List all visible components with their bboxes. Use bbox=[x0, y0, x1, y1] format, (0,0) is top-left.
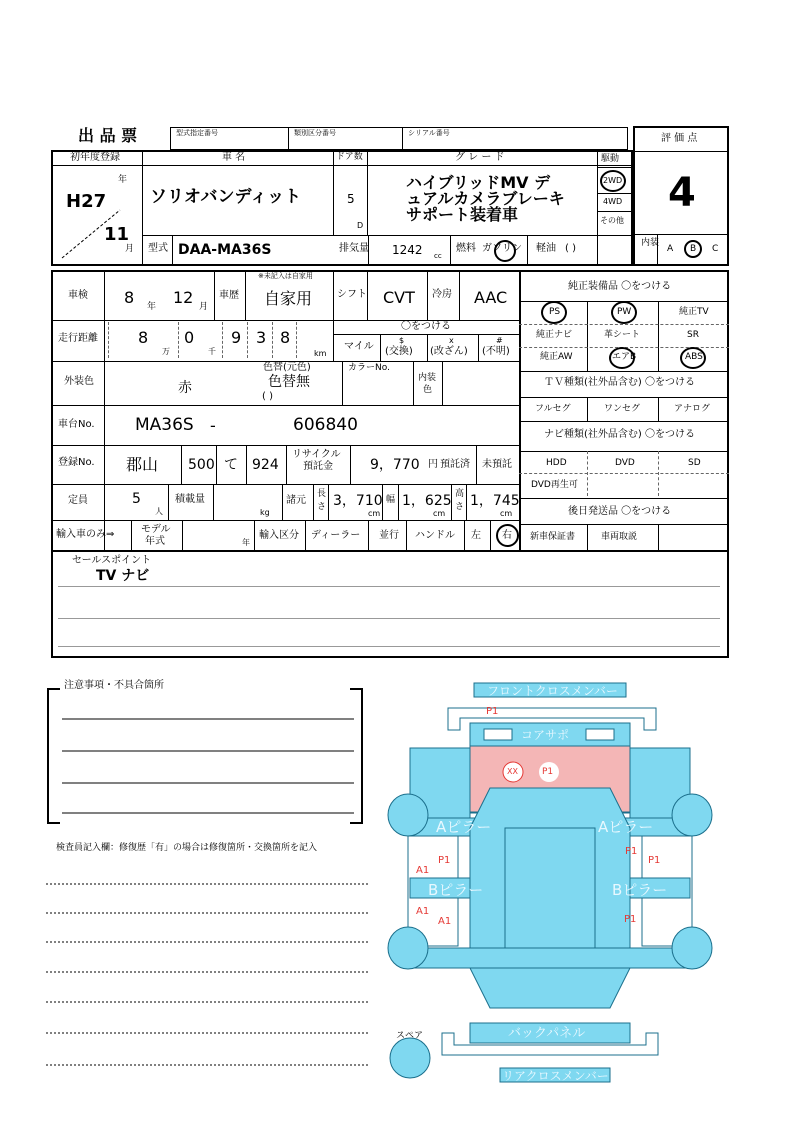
caution-label: 注意事項・不具合箇所 bbox=[64, 680, 164, 691]
mileage-unknown: (不明) bbox=[482, 346, 510, 357]
model-label: 型式 bbox=[148, 243, 168, 254]
tv-title: ＴＶ種類(社外品含む) 〇をつける bbox=[544, 377, 695, 388]
aircon-value: AAC bbox=[474, 288, 508, 307]
later-manual: 車両取説 bbox=[601, 532, 638, 542]
mark-core-xx: XX bbox=[507, 767, 518, 776]
mileage-tamper: (改ざん) bbox=[430, 346, 468, 357]
score-label: 評 価 点 bbox=[661, 133, 698, 144]
back-panel-label: バックパネル bbox=[508, 1026, 586, 1041]
mark-rl-a1: A1 bbox=[416, 906, 430, 917]
mileage-circle-note: 〇をつける bbox=[401, 321, 451, 332]
interior-b-circle bbox=[684, 240, 702, 258]
shift-label: シフト bbox=[337, 289, 367, 300]
mileage-exchange: (交換) bbox=[385, 346, 413, 357]
equip-tv: 純正TV bbox=[679, 307, 709, 317]
repaint-value: 色替無 bbox=[268, 374, 310, 390]
b-pillar-right-label: Bピラー bbox=[612, 881, 668, 899]
equip-airbag: エアB bbox=[612, 352, 637, 362]
rear-cross-label: リアクロスメンバー bbox=[502, 1069, 609, 1083]
score-value: 4 bbox=[668, 170, 696, 216]
repaint-label: 色替(元色) bbox=[263, 362, 311, 373]
usage-label: 車歴 bbox=[219, 290, 239, 301]
mark-rr-p1: P1 bbox=[624, 914, 637, 925]
car-name-label: 車 名 bbox=[222, 152, 246, 163]
tv-oneseg: ワンセグ bbox=[604, 404, 641, 414]
wheel-front-left bbox=[388, 794, 428, 836]
equipment-title: 純正装備品 〇をつける bbox=[568, 281, 672, 292]
interior-color-label: 内装 bbox=[418, 373, 437, 383]
door-value: 5 bbox=[347, 192, 355, 206]
registration-area: 郡山 bbox=[126, 455, 159, 474]
drive-4wd: 4WD bbox=[603, 197, 623, 206]
mileage-digit-2: 0 bbox=[184, 328, 195, 347]
chassis-prefix: MA36S bbox=[135, 415, 194, 435]
import-type-label: 輸入区分 bbox=[259, 530, 299, 541]
fuel-gasoline-circle bbox=[494, 240, 516, 262]
later-warranty: 新車保証書 bbox=[530, 532, 576, 542]
navi-sd: SD bbox=[688, 458, 701, 468]
caution-bracket bbox=[46, 687, 364, 825]
drive-label: 駆動 bbox=[601, 154, 620, 164]
displacement-value: 1242 bbox=[392, 243, 423, 257]
chassis-number: 606840 bbox=[293, 415, 358, 435]
diesel-label: 軽油 bbox=[536, 243, 556, 254]
navi-title: ナビ種類(社外品含む) 〇をつける bbox=[544, 429, 695, 440]
equip-abs-circle bbox=[680, 347, 706, 369]
tv-analog: アナログ bbox=[674, 404, 711, 414]
mark-rl-a1-b: A1 bbox=[438, 916, 452, 927]
core-support-label: コアサポ bbox=[521, 728, 570, 742]
equip-airbag-circle bbox=[609, 347, 635, 369]
recycle-label: リサイクル bbox=[292, 449, 341, 460]
mark-fr-p1: P1 bbox=[625, 846, 638, 857]
navi-dvd: DVD bbox=[615, 458, 635, 468]
import-label: 輸入車のみ⇒ bbox=[56, 529, 115, 540]
registration-number: 924 bbox=[252, 457, 279, 473]
front-cross-label: フロントクロスメンバー bbox=[487, 684, 618, 698]
grade-line-2: ュアルカメラブレーキ bbox=[406, 189, 565, 208]
equip-pw-circle bbox=[611, 301, 637, 324]
equip-pw: PW bbox=[617, 307, 632, 317]
inspection-label: 車検 bbox=[68, 290, 88, 301]
recycle-deposited: 預託済 bbox=[440, 459, 470, 470]
load-label: 積載量 bbox=[175, 494, 205, 505]
handle-right-circle bbox=[496, 524, 519, 547]
handle-left: 左 bbox=[471, 530, 481, 541]
sales-point-label: セールスポイント bbox=[72, 555, 152, 566]
chassis-label: 車台No. bbox=[58, 419, 95, 430]
mark-fl-a1: A1 bbox=[416, 865, 430, 876]
inspector-label: 検査員記入欄：修復歴「有」の場合は修復箇所・交換箇所を記入 bbox=[56, 843, 318, 853]
inspection-year: 8 bbox=[124, 288, 135, 307]
mark-front-cross-p1: P1 bbox=[486, 706, 499, 717]
car-name: ソリオバンディット bbox=[150, 187, 302, 207]
equip-aw: 純正AW bbox=[540, 352, 573, 362]
recycle-value: 9，770 bbox=[370, 457, 420, 473]
drive-2wd: 2WD bbox=[603, 176, 623, 185]
inspection-month: 12 bbox=[173, 288, 194, 307]
first-reg-label: 初年度登録 bbox=[70, 152, 120, 163]
displacement-label: 排気量 bbox=[339, 243, 369, 254]
fuel-gasoline: ガソリン bbox=[482, 243, 522, 254]
dims-label: 諸元 bbox=[286, 495, 306, 506]
mark-core-p1: P1 bbox=[542, 767, 554, 777]
fuel-label: 燃料 bbox=[456, 243, 476, 254]
mileage-digit-5: 8 bbox=[280, 328, 291, 347]
interior-b: B bbox=[690, 244, 697, 254]
grade-line-3: サポート装着車 bbox=[406, 205, 519, 224]
navi-hdd: HDD bbox=[546, 458, 567, 468]
model-year-label: モデル bbox=[141, 524, 171, 535]
exterior-value: 赤 bbox=[178, 380, 192, 396]
mileage-label: 走行距離 bbox=[58, 333, 98, 344]
equip-navi: 純正ナビ bbox=[536, 330, 573, 340]
color-no-label: カラーNo. bbox=[348, 363, 390, 373]
navi-dvd-play: DVD再生可 bbox=[531, 480, 578, 490]
a-pillar-left-label: Aピラー bbox=[436, 818, 492, 836]
mark-fr-p1-b: P1 bbox=[648, 855, 661, 866]
sales-point-value: TV ナビ bbox=[96, 568, 150, 584]
grade-label: グ レ ー ド bbox=[455, 152, 505, 163]
height-value: 1，745 bbox=[470, 493, 520, 509]
inspector-lines bbox=[46, 870, 370, 1075]
first-reg-month: 11 bbox=[104, 224, 130, 245]
model-value: DAA-MA36S bbox=[178, 242, 272, 258]
b-pillar-left-label: Bピラー bbox=[428, 881, 484, 899]
header-id-box bbox=[170, 127, 628, 150]
interior-c: C bbox=[712, 244, 719, 254]
page-title: 出 品 票 bbox=[78, 126, 138, 145]
equip-ps-circle bbox=[541, 301, 567, 324]
handle-right: 右 bbox=[502, 530, 512, 541]
shift-value: CVT bbox=[383, 288, 415, 307]
wheel-rear-right bbox=[672, 927, 712, 969]
door-label: ドア数 bbox=[336, 152, 363, 162]
aircon-label: 冷房 bbox=[432, 289, 452, 300]
registration-label: 登録No. bbox=[58, 457, 95, 468]
equip-abs: ABS bbox=[685, 352, 703, 362]
registration-kana: て bbox=[224, 457, 238, 473]
equip-sr: SR bbox=[687, 330, 699, 340]
drive-2wd-circle bbox=[600, 170, 626, 192]
capacity-label: 定員 bbox=[68, 495, 88, 506]
tv-fullseg: フルセグ bbox=[535, 404, 571, 414]
grade-line-1: ハイブリッドMV デ bbox=[406, 173, 551, 192]
category-number-label: 類別区分番号 bbox=[294, 129, 336, 137]
wheel-rear-left bbox=[388, 927, 428, 969]
usage-value: 自家用 bbox=[264, 289, 313, 308]
mark-fl-p1: P1 bbox=[438, 855, 451, 866]
mileage-digit-3: 9 bbox=[231, 328, 242, 347]
drive-other: その他 bbox=[600, 216, 624, 225]
serial-number-label: シリアル番号 bbox=[408, 129, 450, 137]
import-parallel: 並行 bbox=[379, 530, 399, 541]
mileage-digit-1: 8 bbox=[138, 328, 149, 347]
width-value: 1，625 bbox=[402, 493, 452, 509]
first-reg-year: H27 bbox=[66, 191, 107, 212]
wheel-front-right bbox=[672, 794, 712, 836]
spare-label: スペア bbox=[396, 1031, 424, 1041]
import-dealer: ディーラー bbox=[311, 530, 361, 541]
handle-label: ハンドル bbox=[415, 530, 455, 541]
mileage-mile: マイル bbox=[344, 341, 374, 352]
equip-ps: PS bbox=[549, 307, 561, 317]
recycle-not-deposited: 未預託 bbox=[482, 459, 512, 470]
exterior-label: 外装色 bbox=[64, 376, 94, 387]
capacity-value: 5 bbox=[132, 491, 141, 507]
registration-class: 500 bbox=[188, 457, 215, 473]
type-designation-label: 型式指定番号 bbox=[176, 129, 218, 137]
interior-a: A bbox=[667, 244, 674, 254]
length-value: 3，710 bbox=[333, 493, 383, 509]
equip-leather: 革シート bbox=[604, 330, 641, 340]
mileage-digit-4: 3 bbox=[256, 328, 267, 347]
interior-label: 内装 bbox=[641, 238, 660, 248]
a-pillar-right-label: Aピラー bbox=[598, 818, 654, 836]
later-title: 後日発送品 〇をつける bbox=[568, 506, 672, 517]
spare-tire bbox=[390, 1038, 430, 1078]
